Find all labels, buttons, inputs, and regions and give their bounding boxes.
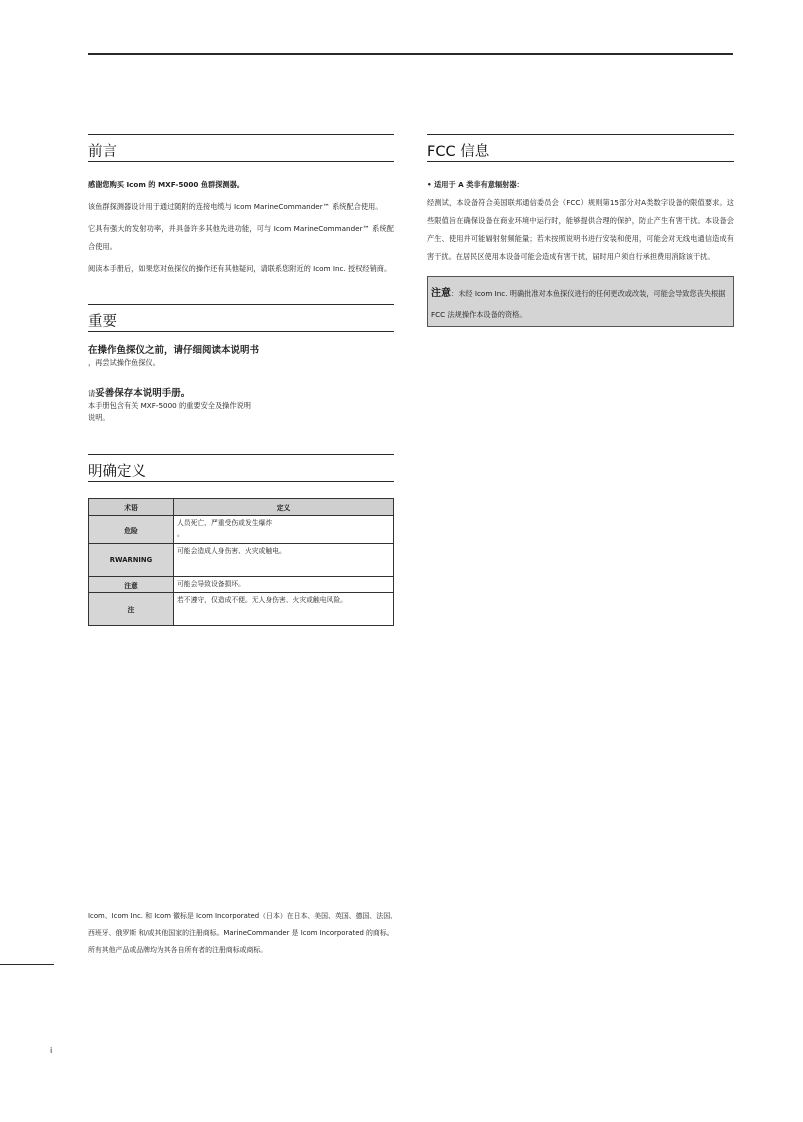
- term-warning: RWARNING: [89, 544, 174, 577]
- caution-label: 注意: [431, 288, 451, 299]
- trademark-line-1: Icom、Icom Inc. 和 Icom 徽标是 Icom Incorporated（日本）在日本、美国、英国、德国、法国、: [88, 912, 397, 920]
- def-warning: 可能会造成人身伤害、火灾或触电。: [174, 544, 394, 577]
- foreword-heading: [88, 134, 394, 162]
- keep-prefix: 请: [88, 389, 96, 398]
- def-danger-text-2: 。: [177, 530, 184, 538]
- fcc-bullet: • 适用于 A 类非有意辐射器：: [427, 180, 524, 189]
- col-term-header: 术语: [89, 499, 174, 516]
- fcc-heading: [427, 134, 734, 162]
- definitions-table: [88, 498, 394, 626]
- foreword-p1: 感谢您购买 Icom 的 MXF-5000 鱼群探测器。: [88, 180, 244, 189]
- right-column: [427, 134, 734, 327]
- trademark-notes: [88, 908, 398, 959]
- left-column: [88, 134, 394, 626]
- important-read-line: ，再尝试操作鱼探仪。: [88, 358, 160, 367]
- foreword-p2: 该鱼群探测器设计用于通过随附的连接电缆与 Icom MarineCommander™ 系统配合使用。: [88, 202, 383, 211]
- term-note: 注: [89, 593, 174, 626]
- table-row: [89, 593, 394, 626]
- important-contents-line: 本手册包含有关 MXF-5000 的重要安全及操作说明: [88, 401, 251, 410]
- fcc-body: 经测试，本设备符合美国联邦通信委员会（FCC）规则第15部分对A类数字设备的限值要求。这些限值旨在确保设备在商业环境中运行时，能够提供合理的保护，防止产生有害干扰。本设备会产生、使用并可能辐射射频能量；若未按照说明书进行安装和使用，可能会对无线电通信造成有害干扰。在居民区使用本设备可能会造成有害干扰，届时用户须自行承担费用消除该干扰。: [427, 198, 734, 261]
- fcc-title: FCC 信息: [427, 144, 490, 160]
- important-read-manual: 在操作鱼探仪之前，请仔细阅读本说明书: [88, 345, 260, 356]
- trademark-line-3: 所有其他产品或品牌均为其各自所有者的注册商标或商标。: [88, 946, 268, 954]
- table-row: [89, 544, 394, 577]
- term-danger: 危险: [89, 516, 174, 544]
- foreword-title: 前言: [88, 144, 117, 160]
- table-row: [89, 577, 394, 593]
- term-caution: 注意: [89, 577, 174, 593]
- bottom-rule: [0, 964, 54, 965]
- important-title: 重要: [88, 314, 117, 330]
- page-number: i: [50, 1046, 53, 1055]
- def-danger-text: 人员死亡、严重受伤或发生爆炸: [177, 519, 273, 527]
- def-caution: 可能会导致设备损坏。: [174, 577, 394, 593]
- important-heading: [88, 304, 394, 332]
- definitions-heading: [88, 454, 394, 482]
- keep-text: 妥善保存本说明手册。: [95, 388, 191, 399]
- col-def-header: 定义: [174, 499, 394, 516]
- def-danger: [174, 516, 394, 544]
- foreword-p4: 阅读本手册后，如果您对鱼探仪的操作还有其他疑问，请联系您附近的 Icom Inc. 授权经销商。: [88, 264, 392, 273]
- table-row: [89, 516, 394, 544]
- definitions-header-row: [89, 499, 394, 516]
- def-note: 若不遵守，仅造成不便。无人身伤害、火灾或触电风险。: [174, 593, 394, 626]
- trademark-line-2: 西班牙、俄罗斯 和/或其他国家的注册商标。MarineCommander 是 Icom Incorporated 的商标。: [88, 929, 394, 937]
- definitions-title: 明确定义: [88, 464, 146, 480]
- important-contents-line-2: 说明。: [88, 413, 110, 422]
- caution-text: ：未经 Icom Inc. 明确批准对本鱼探仪进行的任何更改或改装，可能会导致您丧失根据 FCC 法规操作本设备的资格。: [431, 289, 726, 319]
- top-rule: [88, 53, 733, 55]
- important-keep-manual: [88, 387, 394, 400]
- foreword-p3: 它具有强大的发射功率，并具备许多其他先进功能，可与 Icom MarineCommander™ 系统配合使用。: [88, 224, 394, 251]
- fcc-caution-box: [427, 276, 734, 327]
